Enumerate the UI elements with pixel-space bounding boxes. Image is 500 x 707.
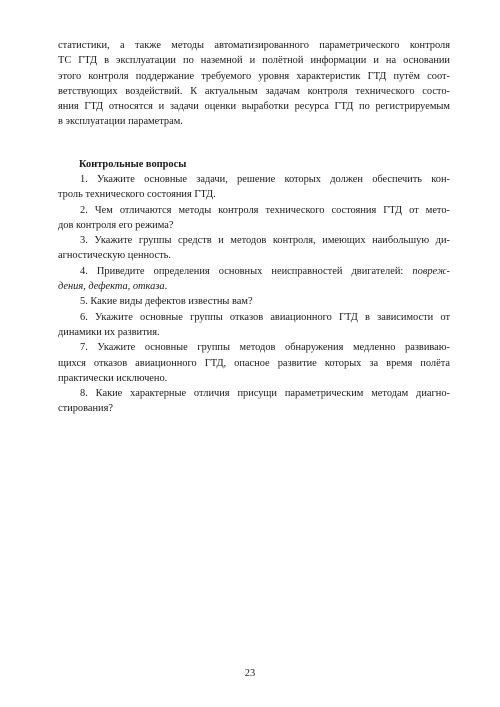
- text-line: 3. Укажите группы средств и методов контроля, имеющих наибольшую ди-: [80, 235, 450, 247]
- text-line: троль технического состояния ГТД.: [58, 189, 216, 201]
- section-heading: Контрольные вопросы: [79, 159, 187, 170]
- text-line: динамики их развития.: [58, 326, 160, 338]
- text-line: 2. Чем отличаются методы контроля технического состояния ГТД от мето-: [80, 204, 450, 216]
- text-line: ТС ГТД в эксплуатации по наземной и полётной информации и на основании: [58, 55, 450, 67]
- text-line: 1. Укажите основные задачи, решение которых должен обеспечить кон-: [80, 174, 450, 185]
- text-line: 7. Укажите основные группы методов обнаружения медленно развиваю-: [80, 342, 450, 354]
- text-line: щихся отказов авиационного ГТД, опасное развитие которых за время полёта: [58, 357, 450, 369]
- question-4: [58, 264, 450, 295]
- question-1: [58, 172, 450, 203]
- question-6: [58, 310, 450, 341]
- question-8: [58, 386, 450, 417]
- text-line: яния ГТД относятся и задачи оценки выработки ресурса ГТД по регистрируемым: [58, 101, 450, 113]
- intro-paragraph: [58, 38, 450, 130]
- text-line: ветствующих воздействий. К актуальным задачам контроля технического состо-: [58, 85, 450, 97]
- text-line: 8. Какие характерные отличия присущи параметрическим методам диагно-: [80, 388, 450, 400]
- page-number: 23: [244, 668, 256, 679]
- text-line: стирования?: [58, 403, 113, 415]
- text-line: 5. Какие виды дефектов известны вам?: [80, 296, 253, 308]
- question-3: [58, 233, 450, 264]
- text-line: статистики, а также методы автоматизированного параметрического контроля: [58, 40, 450, 51]
- text-line: дов контроля его режима?: [58, 219, 174, 231]
- question-4-period: .: [164, 281, 168, 293]
- question-4-text: 4. Приведите определения основных неисправностей двигателей:: [80, 265, 413, 277]
- text-line: [58, 279, 450, 294]
- question-4-italic-terms: дения, дефекта, отказа: [58, 281, 165, 293]
- question-2: [58, 203, 450, 234]
- text-line: [58, 264, 450, 279]
- text-line: этого контроля поддержание требуемого уровня характеристик ГТД путём соот-: [58, 70, 450, 82]
- text-line: в эксплуатации параметрам.: [58, 116, 183, 128]
- question-4-italic-term: повреж-: [412, 265, 450, 277]
- question-5: [58, 294, 450, 309]
- text-line: практически исключено.: [58, 372, 168, 384]
- question-7: [58, 340, 450, 386]
- text-line: 6. Укажите основные группы отказов авиационного ГТД в зависимости от: [80, 311, 450, 323]
- text-line: агностическую ценность.: [58, 250, 172, 262]
- questions-list: [58, 172, 450, 417]
